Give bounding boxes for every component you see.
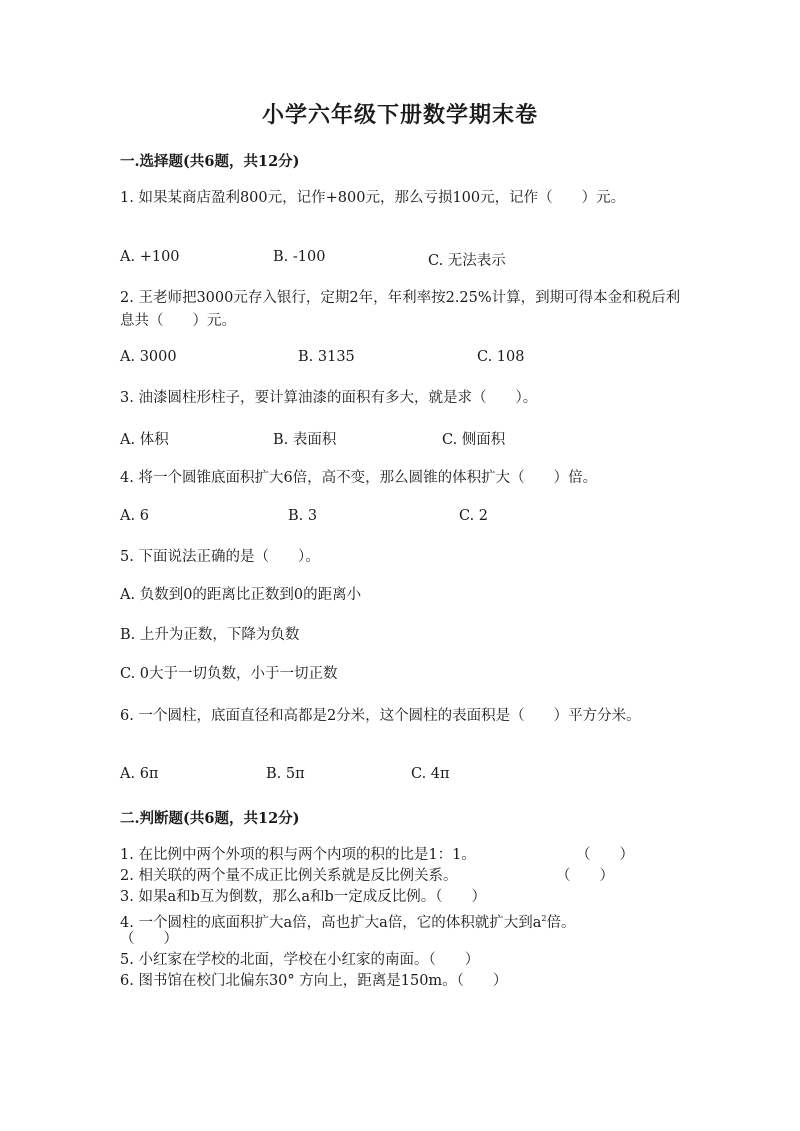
option-b: B. 上升为正数，下降为负数 bbox=[120, 627, 300, 643]
question-1: 1. 如果某商店盈利800元，记作+800元，那么亏损100元，记作（ ）元。 bbox=[120, 190, 626, 206]
judgment-item-5: 5. 小红家在学校的北面，学校在小红家的南面。（ ） bbox=[120, 952, 480, 968]
superscript: 2 bbox=[541, 914, 547, 923]
option-c: C. 0大于一切负数，小于一切正数 bbox=[120, 666, 338, 682]
question-1-options bbox=[120, 249, 720, 271]
judgment-item-6: 6. 图书馆在校门北偏东30° 方向上，距离是150m。（ ） bbox=[120, 973, 508, 989]
question-6: 6. 一个圆柱，底面直径和高都是2分米，这个圆柱的表面积是（ ）平方分米。 bbox=[120, 708, 641, 724]
option-b: B. 3 bbox=[288, 508, 318, 524]
section-heading-choice: 一.选择题(共6题，共12分) bbox=[120, 153, 300, 170]
option-a: A. +100 bbox=[120, 249, 180, 265]
judgment-item-3: 3. 如果a和b互为倒数，那么a和b一定成反比例。（ ） bbox=[120, 889, 487, 905]
option-a: A. 体积 bbox=[120, 432, 169, 448]
judgment-item-1: 1. 在比例中两个外项的积与两个内项的积的比是1：1。 （ ） bbox=[120, 845, 476, 866]
question-3: 3. 油漆圆柱形柱子，要计算油漆的面积有多大，就是求（ ）。 bbox=[120, 390, 538, 406]
judgment-item-4: 4. 一个圆柱的底面积扩大a倍，高也扩大a倍，它的体积就扩大到$a^2$倍。 bbox=[120, 914, 576, 931]
option-c: C. 4π bbox=[411, 766, 450, 782]
question-2-options bbox=[120, 349, 720, 371]
question-2: 2. 王老师把3000元存入银行，定期2年，年利率按2.25%计算，到期可得本金和税后利息共（ ）元。 bbox=[120, 290, 681, 329]
judgment-item-2: 2. 相关联的两个量不成正比例关系就是反比例关系。 （ ） bbox=[120, 866, 457, 887]
option-c: C. 108 bbox=[477, 349, 525, 365]
question-6-options bbox=[120, 766, 720, 788]
option-c: C. 2 bbox=[459, 508, 489, 524]
option-b: B. -100 bbox=[273, 249, 326, 265]
judgment-item-4-bracket: （ ） bbox=[120, 931, 178, 947]
question-4: 4. 将一个圆锥底面积扩大6倍，高不变，那么圆锥的体积扩大（ ）倍。 bbox=[120, 470, 598, 486]
option-b: B. 3135 bbox=[298, 349, 355, 365]
question-3-options bbox=[120, 428, 720, 450]
answer-bracket: （ ） bbox=[576, 847, 634, 863]
option-a: A. 6 bbox=[120, 508, 149, 524]
page-title: 小学六年级下册数学期末卷 bbox=[261, 102, 538, 128]
option-b: B. 表面积 bbox=[273, 432, 337, 448]
option-b: B. 5π bbox=[266, 766, 305, 782]
answer-bracket: （ ） bbox=[556, 868, 614, 884]
option-c: C. 侧面积 bbox=[442, 432, 506, 448]
section-heading-judgment: 二.判断题(共6题，共12分) bbox=[120, 810, 300, 827]
option-a: A. 6π bbox=[120, 766, 159, 782]
question-5: 5. 下面说法正确的是（ ）。 bbox=[120, 549, 320, 565]
option-a: A. 负数到0的距离比正数到0的距离小 bbox=[120, 587, 362, 603]
question-4-options bbox=[120, 508, 720, 530]
option-a: A. 3000 bbox=[120, 349, 177, 365]
option-c: C. 无法表示 bbox=[428, 253, 506, 269]
